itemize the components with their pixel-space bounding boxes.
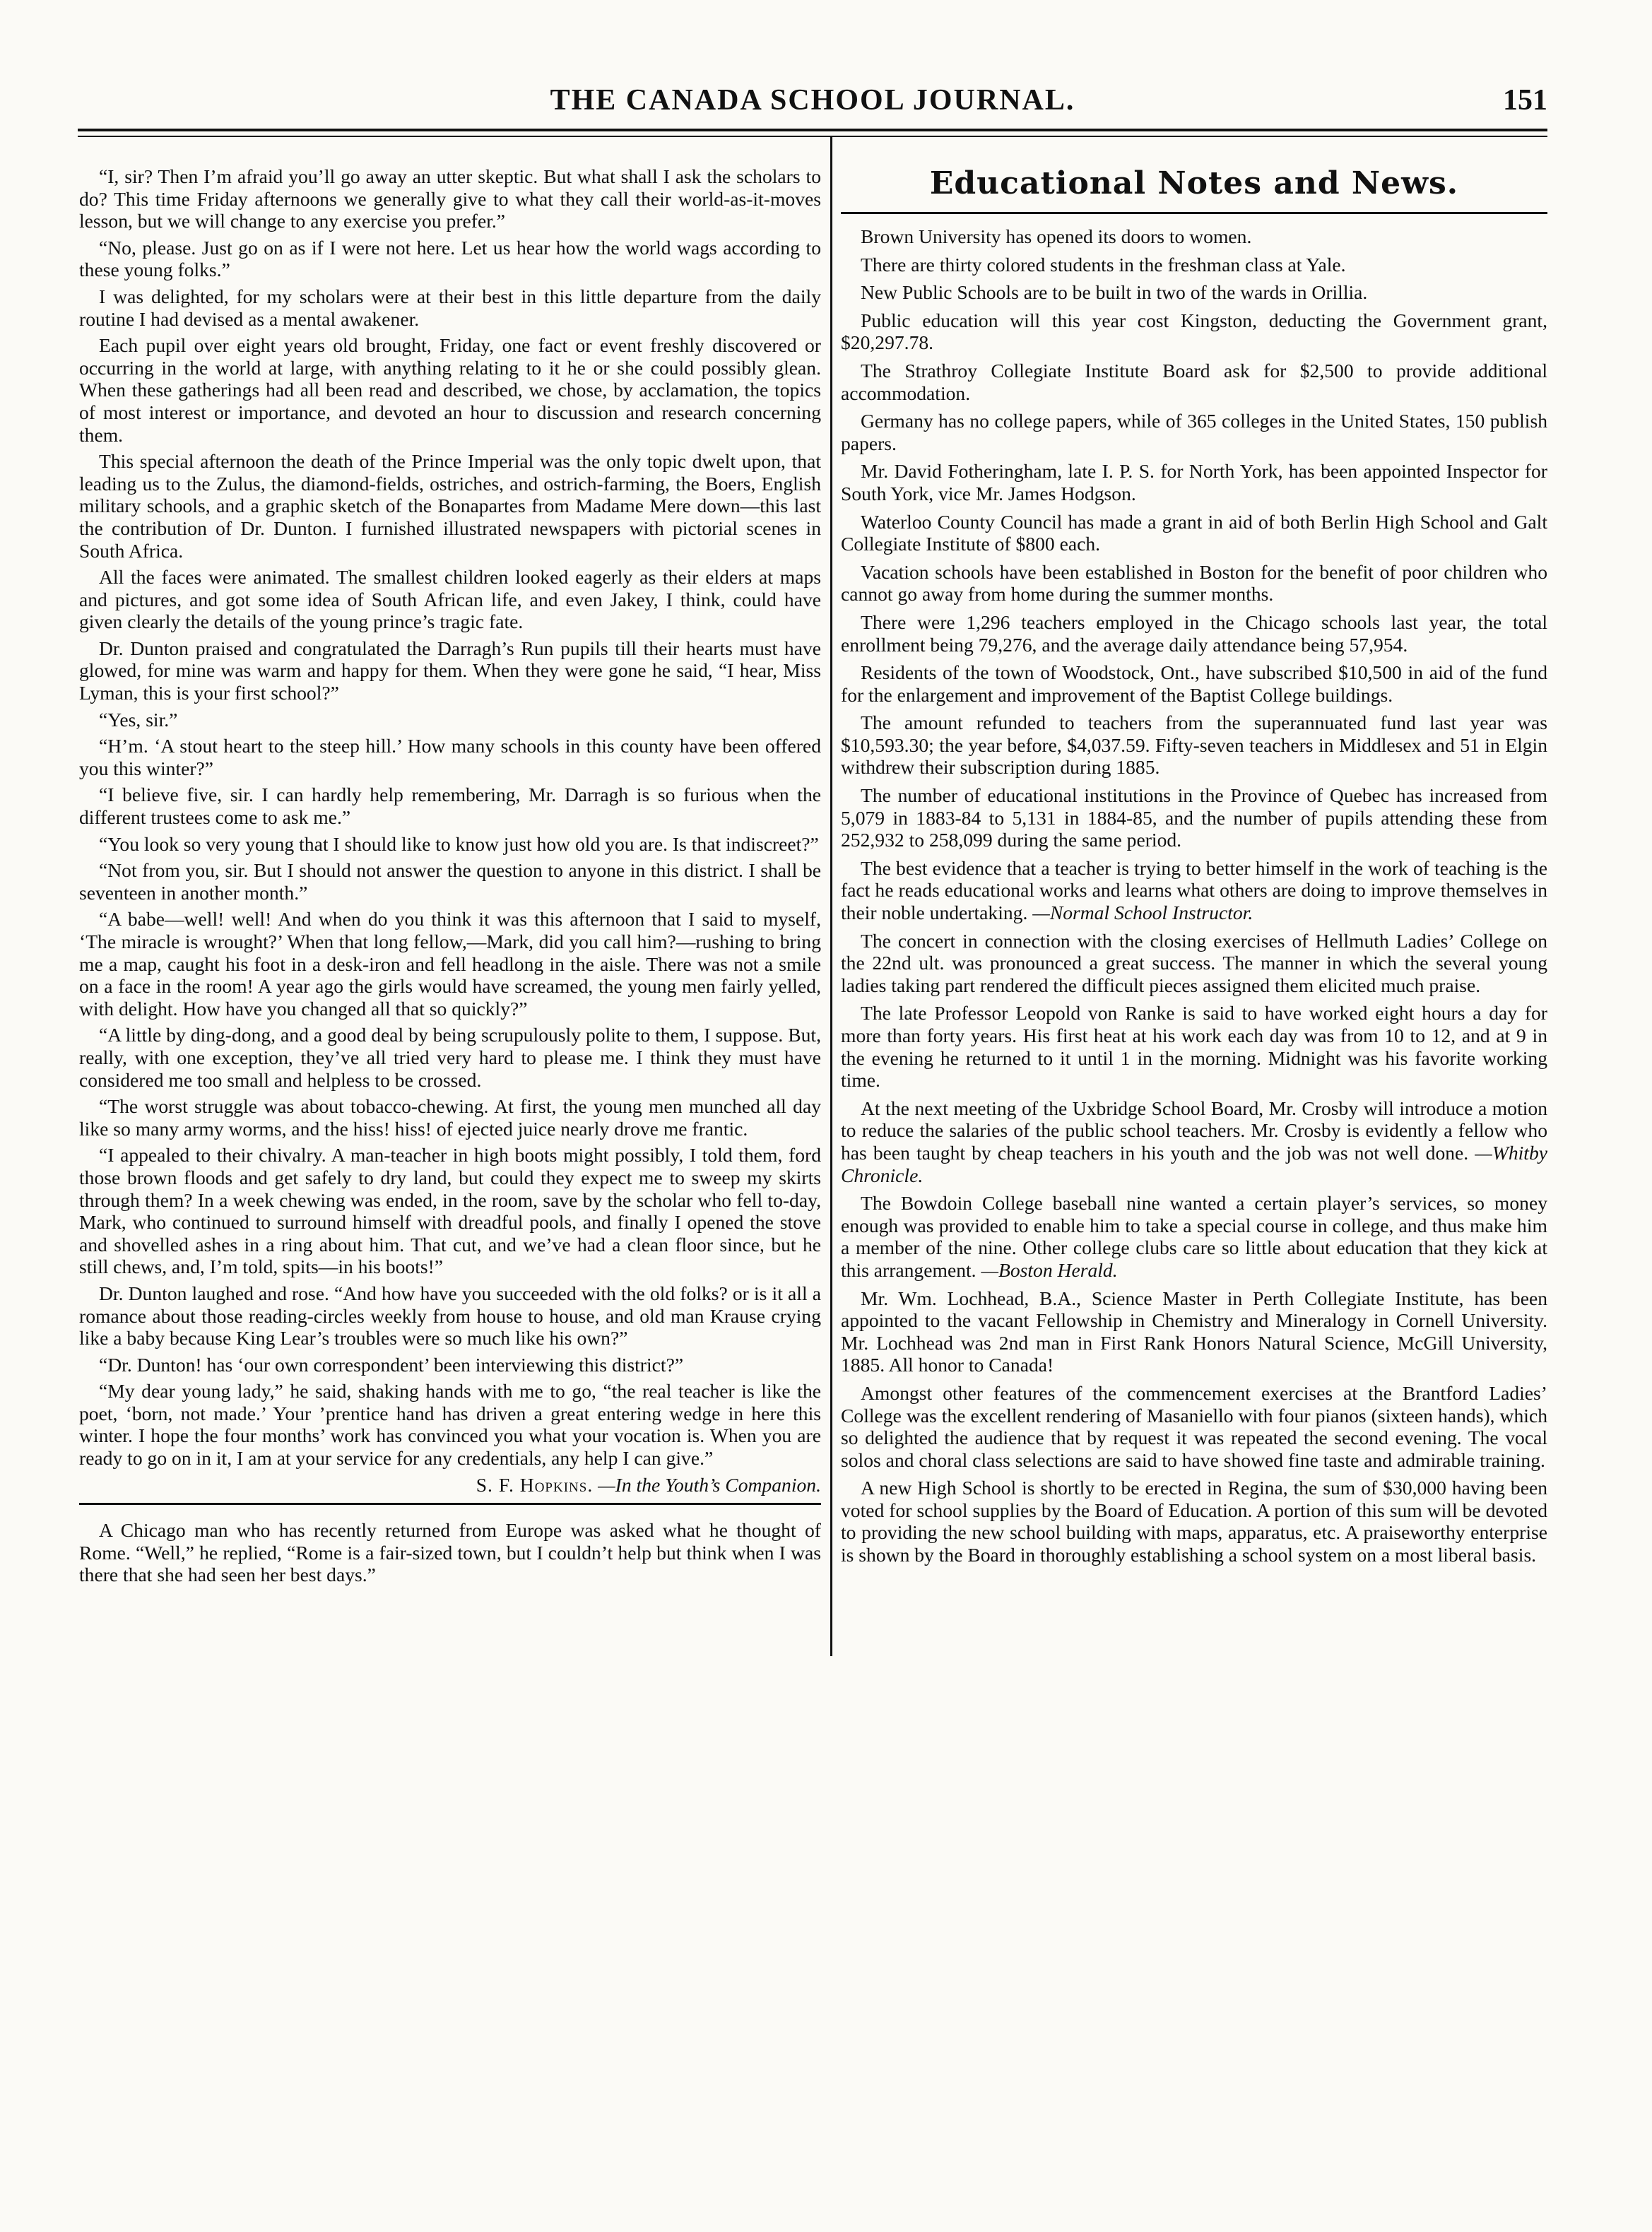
news-item-text: Public education will this year cost Kingston, deducting the Government grant, $20,297.78.: [841, 309, 1547, 354]
news-item-text: New Public Schools are to be built in two of the wards in Orillia.: [861, 281, 1368, 304]
story-paragraph: “A little by ding-dong, and a good deal by being scrupulously polite to them, I suppose. But, really, with one exception, they’ve all tried very hard to please me. I think they must have considered me too small and helpless to be crossed.: [79, 1024, 821, 1091]
story-signature: [79, 1474, 821, 1496]
news-item-text: The concert in connection with the closing exercises of Hellmuth Ladies’ College on the 22nd ult. was pronounced a great success. The manner in which the several young ladies taking part rendered the difficult pieces assigned them elicited much praise.: [841, 929, 1547, 996]
news-item-text: The Bowdoin College baseball nine wanted a certain player’s services, so money enough was provided to enable him to take a special course in college, and thus make him a member of the nine. Other college clubs care so little about education that they kick at this arrangement.: [841, 1192, 1547, 1281]
header-rule-thick: [78, 129, 1547, 131]
story-paragraph: “H’m. ‘A stout heart to the steep hill.’ How many schools in this county have been offered you this winter?”: [79, 735, 821, 779]
right-column: [841, 165, 1547, 1572]
news-item: [841, 225, 1547, 248]
news-item-text: The Strathroy Collegiate Institute Board ask for $2,500 to provide additional accommodation.: [841, 359, 1547, 404]
news-item: [841, 460, 1547, 504]
story-paragraph: “I, sir? Then I’m afraid you’ll go away an utter skeptic. But what shall I ask the scholars to do? This time Friday afternoons we generally give to what they call their world-as-it-moves lesson, but we will change to any exercise you prefer.”: [79, 165, 821, 232]
news-item: [841, 281, 1547, 304]
news-item: [841, 857, 1547, 924]
news-item: [841, 1002, 1547, 1091]
story-end-rule: [79, 1503, 821, 1505]
news-item: [841, 784, 1547, 851]
news-item: [841, 410, 1547, 454]
story-paragraph: “Not from you, sir. But I should not answer the question to anyone in this district. I shall be seventeen in another month.”: [79, 859, 821, 904]
story-paragraph: Dr. Dunton laughed and rose. “And how have you succeeded with the old folks? or is it all a romance about those reading-circles weekly from house to house, and old man Krause crying like a baby because King Lear’s troubles were so much like his own?”: [79, 1282, 821, 1350]
journal-title: THE CANADA SCHOOL JOURNAL.: [550, 84, 1075, 117]
story-paragraph: “Dr. Dunton! has ‘our own correspondent’ been interviewing this district?”: [99, 1353, 684, 1376]
signature-source: —In the Youth’s Companion.: [598, 1473, 821, 1496]
news-items: [841, 225, 1547, 1566]
news-item: [841, 561, 1547, 606]
news-item-text: There were 1,296 teachers employed in the Chicago schools last year, the total enrollment being 79,276, and the average daily attendance being 57,954.: [841, 610, 1547, 656]
story-paragraph: “I believe five, sir. I can hardly help remembering, Mr. Darragh is so furious when the different trustees come to ask me.”: [79, 784, 821, 829]
news-item: [841, 511, 1547, 555]
news-item-text: Vacation schools have been established in Boston for the benefit of poor children who cannot go away from home during the summer months.: [841, 560, 1547, 606]
news-item-text: Germany has no college papers, while of 365 colleges in the United States, 150 publish papers.: [841, 410, 1547, 454]
story-paragraph: “A babe—well! well! And when do you think it was this afternoon that I said to myself, ‘The miracle is wrought?’ When that long fellow,—Mark, did you call him?—rushing to bring me a map, caught his foot in a desk-iron and fell headlong in the aisle. There was not a smile on a face in the room! A year ago the girls would have screamed, the young men fairly yelled, with delight. How have you changed all that so quickly?”: [79, 908, 821, 1020]
news-item: [841, 1287, 1547, 1376]
story-paragraph: “No, please. Just go on as if I were not here. Let us hear how the world wags according to these young folks.”: [79, 236, 821, 281]
news-item-source: —Boston Herald.: [981, 1258, 1118, 1281]
news-item-text: Amongst other features of the commencement exercises at the Brantford Ladies’ College was the excellent rendering of Masaniello with four pianos (sixteen hands), which so delighted the audience that by request it was repeated the second evening. The vocal solos and choral class selections are said to have showed fine taste and admirable training.: [841, 1381, 1547, 1471]
column-divider: [830, 136, 832, 1656]
story-paragraph: “My dear young lady,” he said, shaking hands with me to go, “the real teacher is like the poet, ‘born, not made.’ Your ’prentice hand has driven a great entering wedge in here this winter. I hope the four months’ work has convinced you what your vocation is. When you are ready to go on in it, I am at your service for any credentials, any help I can give.”: [79, 1380, 821, 1470]
news-item: [841, 711, 1547, 779]
page-header: [78, 83, 1547, 119]
news-item: [841, 360, 1547, 404]
story-paragraph: Dr. Dunton praised and congratulated the Darragh’s Run pupils till their hearts must have glowed, for mine was warm and happy for them. When they were gone he said, “I hear, Miss Lyman, this is your first school?”: [79, 637, 821, 704]
story-paragraph: “Yes, sir.”: [99, 708, 178, 731]
page-number: 151: [1503, 84, 1547, 117]
section-heading-rule: [841, 212, 1547, 214]
news-item: [841, 254, 1547, 276]
news-item-text: The best evidence that a teacher is trying to better himself in the work of teaching is the fact he reads educational works and learns what others are doing to improve themselves in their noble undertaking.: [841, 856, 1547, 924]
news-item-text: The amount refunded to teachers from the superannuated fund last year was $10,593.30; the year before, $4,037.59. Fifty-seven teachers in Middlesex and 51 in Elgin withdrew their subscription during 1885.: [841, 711, 1547, 779]
news-item-text: There are thirty colored students in the freshman class at Yale.: [861, 253, 1346, 276]
news-item: [841, 1382, 1547, 1471]
left-column: [79, 165, 821, 1590]
news-item-source: —Normal School Instructor.: [1032, 902, 1253, 924]
news-item-text: The late Professor Leopold von Ranke is said to have worked eight hours a day for more than forty years. His first heat at his work each day was from 10 to 12, and at 9 in the evening he returned to it until 1 in the morning. Midnight was his favorite working time.: [841, 1002, 1547, 1092]
news-item: [841, 309, 1547, 354]
anecdote-paragraph: A Chicago man who has recently returned from Europe was asked what he thought of Rome. “Well,” he replied, “Rome is a fair-sized town, but I couldn’t help but think when I was there that she had seen her best days.”: [79, 1519, 821, 1586]
news-item: [841, 661, 1547, 706]
story-paragraph: I was delighted, for my scholars were at their best in this little departure from the daily routine I had devised as a mental awakener.: [79, 285, 821, 330]
news-item: [841, 1097, 1547, 1186]
story-paragraph: All the faces were animated. The smallest children looked eagerly as their elders at maps and pictures, and got some idea of South African life, and even Jakey, I think, could have given clearly the details of the young prince’s tragic fate.: [79, 566, 821, 633]
signature-name: S. F. Hopkins.: [476, 1473, 594, 1496]
header-rule-thin: [78, 136, 1547, 137]
news-item-text: Mr. Wm. Lochhead, B.A., Science Master in Perth Collegiate Institute, has been appointed to the vacant Fellowship in Chemistry and Mineralogy in Cornell University. Mr. Lochhead was 2nd man in First Rank Honors Natural Science, McGill University, 1885. All honor to Canada!: [841, 1287, 1547, 1376]
story-paragraph: “I appealed to their chivalry. A man-teacher in high boots might possibly, I told them, ford those brown floods and get safely to dry land, but could they expect me to sweep my skirts through them? In a week chewing was ended, in the room, save by the scholar who fell to-day, Mark, who continued to surround himself with dreadful pools, and finally I opened the stove and shovelled ashes in a ring about him. That cut, and we’ve had a clean floor since, but he still chews, and, I’m told, spits—in his boots!”: [79, 1144, 821, 1278]
news-item: [841, 1477, 1547, 1566]
news-item-text: A new High School is shortly to be erected in Regina, the sum of $30,000 having been voted for school supplies by the Board of Education. A portion of this sum will be devoted to providing the new school building with maps, apparatus, etc. A praiseworthy enterprise is shown by the Board in thoroughly establishing a school system on a most liberal basis.: [841, 1477, 1547, 1566]
news-item-text: Mr. David Fotheringham, late I. P. S. for North York, has been appointed Inspector for South York, vice Mr. James Hodgson.: [841, 460, 1547, 504]
story-paragraph: Each pupil over eight years old brought, Friday, one fact or event freshly discovered or occurring in the world at large, with anything relating to it he or she could possibly glean. When these gatherings had all been read and described, we chose, by acclamation, the topics of most interest or importance, and devoted an hour to discussion and research concerning them.: [79, 334, 821, 446]
news-item-text: At the next meeting of the Uxbridge School Board, Mr. Crosby will introduce a motion to reduce the salaries of the public school teachers. Mr. Crosby is evidently a fellow who has been taught by cheap teachers in his youth and the job was not well done.: [841, 1097, 1547, 1164]
news-item-source: —Whitby Chronicle.: [841, 1141, 1547, 1186]
story-paragraph: “You look so very young that I should like to know just how old you are. Is that indiscreet?”: [99, 832, 819, 855]
story-paragraph: “The worst struggle was about tobacco-chewing. At first, the young men munched all day like so many army worms, and the hiss! hiss! of ejected juice nearly drove me frantic.: [79, 1095, 821, 1140]
story-paragraph: This special afternoon the death of the Prince Imperial was the only topic dwelt upon, that leading us to the Zulus, the diamond-fields, ostriches, and ostrich-farming, the Boers, English military schools, and a graphic sketch of the Bonapartes from Madame Mere down—this last the contribution of Dr. Dunton. I furnished illustrated newspapers with pictorial scenes in South Africa.: [79, 450, 821, 562]
news-item: [841, 611, 1547, 656]
section-heading: Educational Notes and News.: [929, 165, 1459, 201]
news-item-text: The number of educational institutions in the Province of Quebec has increased from 5,079 in 1883-84 to 5,131 in 1884-85, and the number of pupils attending these from 252,932 to 258,099 during the same period.: [841, 784, 1547, 851]
news-item: [841, 1192, 1547, 1281]
story-text: [79, 165, 821, 1470]
news-item-text: Waterloo County Council has made a grant in aid of both Berlin High School and Galt Collegiate Institute of $800 each.: [841, 510, 1547, 555]
news-item-text: Residents of the town of Woodstock, Ont., have subscribed $10,500 in aid of the fund for the enlargement and improvement of the Baptist College buildings.: [841, 661, 1547, 706]
news-item-text: Brown University has opened its doors to women.: [861, 225, 1252, 247]
news-item: [841, 930, 1547, 997]
